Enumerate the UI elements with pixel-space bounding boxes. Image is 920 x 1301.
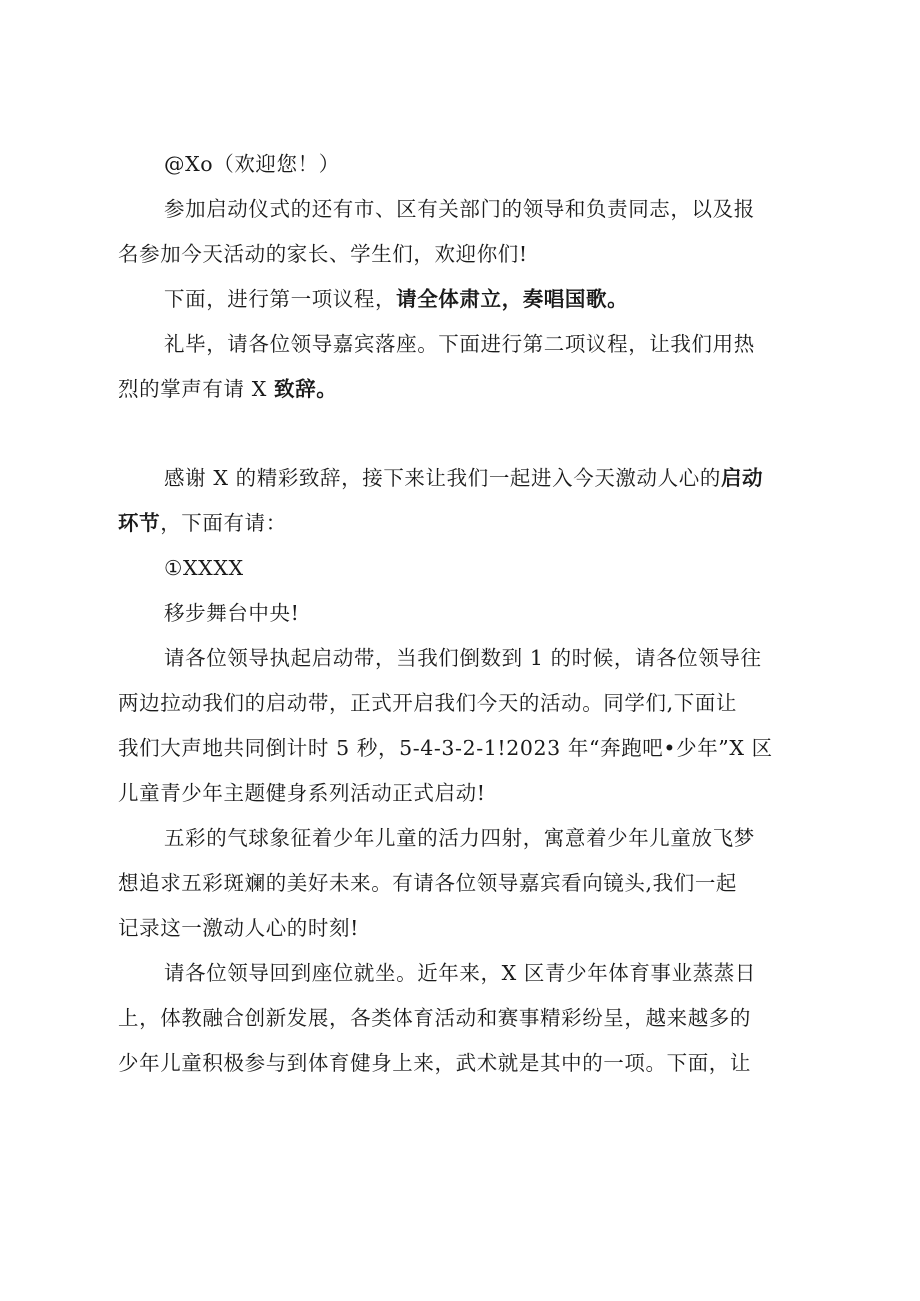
paragraph-agenda-two-line-2 (118, 375, 810, 404)
paragraph-balloons-line-3 (118, 914, 810, 943)
paragraph-move-stage (118, 599, 810, 628)
paragraph-welcome (118, 150, 810, 179)
launch-keyword-1: 启动 (720, 466, 764, 490)
document-page (118, 150, 810, 1078)
countdown-text-4: 儿童青少年主题健身系列活动正式启动! (118, 781, 486, 805)
welcome-text: @Xo（欢迎您！） (164, 152, 340, 176)
attendees-text-1: 参加启动仪式的还有市、区有关部门的领导和负责同志，以及报 (164, 197, 755, 221)
balloons-text-1: 五彩的气球象征着少年儿童的活力四射，寓意着少年儿童放飞梦 (164, 826, 755, 850)
countdown-text-2: 两边拉动我们的启动带，正式开启我们今天的活动。同学们,下面让 (118, 691, 738, 715)
paragraph-sports-line-3 (118, 1049, 810, 1078)
paragraph-launch-line-2 (118, 509, 810, 538)
paragraph-countdown-line-3 (118, 734, 810, 763)
guest-placeholder-text: ①XXXX (164, 556, 244, 580)
countdown-text-1: 请各位领导执起启动带，当我们倒数到 1 的时候，请各位领导往 (164, 646, 762, 670)
paragraph-balloons-line-2 (118, 869, 810, 898)
countdown-text-3: 我们大声地共同倒计时 5 秒，5-4-3-2-1!2023 年“奔跑吧•少年”X 区 (118, 736, 773, 760)
launch-text-2: ，下面有请： (160, 511, 287, 535)
speech-keyword: 致辞。 (274, 377, 338, 401)
launch-keyword-2: 环节 (118, 511, 161, 535)
paragraph-sports-line-2 (118, 1004, 810, 1033)
paragraph-launch-line-1 (118, 464, 810, 493)
paragraph-countdown-line-1 (118, 644, 810, 673)
launch-text-1: 感谢 X 的精彩致辞，接下来让我们一起进入今天激动人心的 (164, 466, 721, 490)
balloons-text-2: 想追求五彩斑斓的美好未来。有请各位领导嘉宾看向镜头,我们一起 (118, 871, 738, 895)
paragraph-sports-line-1 (118, 959, 810, 988)
balloons-text-3: 记录这一激动人心的时刻! (118, 916, 359, 940)
anthem-instruction: 请全体肃立，奏唱国歌。 (396, 287, 629, 311)
sports-text-3: 少年儿童积极参与到体育健身上来，武术就是其中的一项。下面，让 (118, 1051, 751, 1075)
paragraph-agenda-two-line-1 (118, 330, 810, 359)
move-stage-text: 移步舞台中央! (164, 601, 300, 625)
paragraph-countdown-line-4 (118, 779, 810, 808)
attendees-text-2: 名参加今天活动的家长、学生们，欢迎你们! (118, 242, 528, 266)
agenda-one-text: 下面，进行第一项议程， (164, 287, 397, 311)
paragraph-attendees-line-2 (118, 240, 810, 269)
paragraph-guest-placeholder (118, 554, 810, 583)
paragraph-agenda-one (118, 285, 810, 314)
sports-text-2: 上，体教融合创新发展，各类体育活动和赛事精彩纷呈，越来越多的 (118, 1006, 751, 1030)
paragraph-balloons-line-1 (118, 824, 810, 853)
paragraph-countdown-line-2 (118, 689, 810, 718)
sports-text-1: 请各位领导回到座位就坐。近年来，X 区青少年体育事业蒸蒸日 (164, 961, 757, 985)
agenda-two-text-2: 烈的掌声有请 X (118, 377, 275, 401)
agenda-two-text-1: 礼毕，请各位领导嘉宾落座。下面进行第二项议程，让我们用热 (164, 332, 755, 356)
paragraph-attendees-line-1 (118, 195, 810, 224)
